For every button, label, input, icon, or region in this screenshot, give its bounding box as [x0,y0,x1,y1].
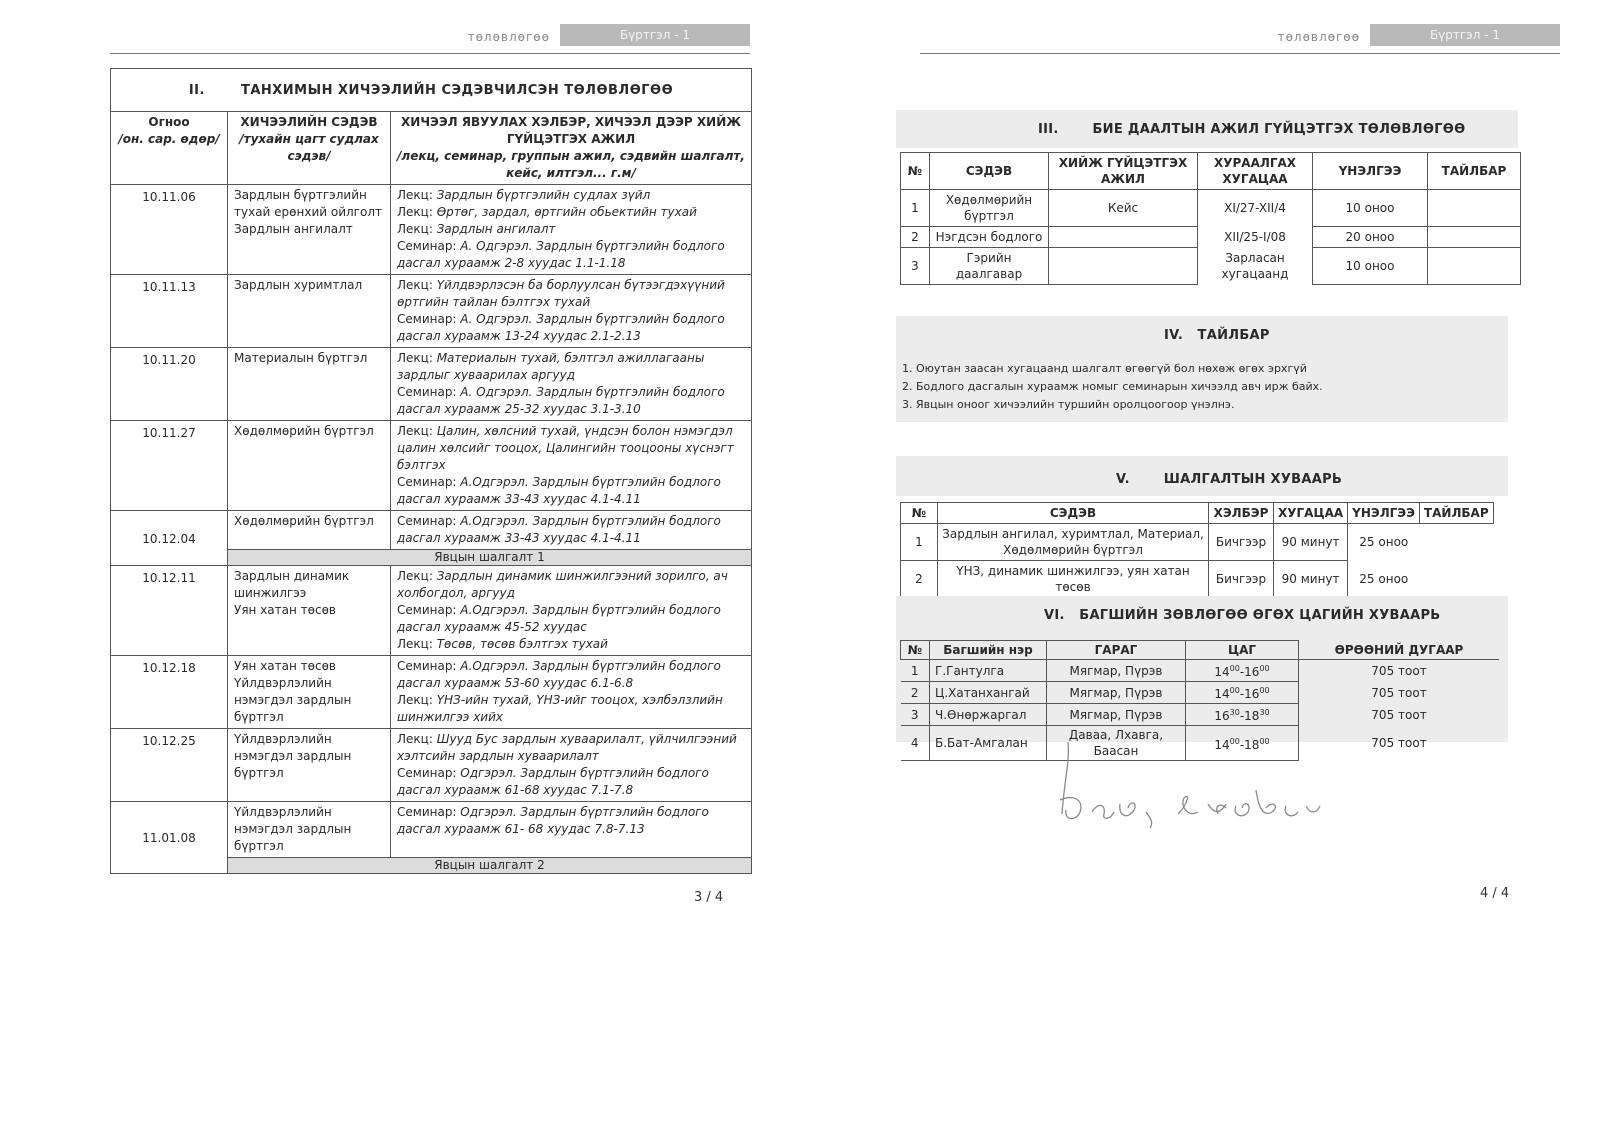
section-3-number: III. [1038,122,1059,137]
s3-work: Кейс [1049,190,1198,227]
activity-line: Семинар: А.Одгэрэл. Зардлын бүртгэлийн бодлого дасгал хураамж 33-43 хуудас 4.1-4.11 [397,475,721,506]
note-item: 2. Бодлого дасгалын хураамж номыг семинарын хичээлд авч ирж байх. [902,380,1323,393]
right-page [800,0,1600,1137]
lesson-activities [391,421,752,511]
section-2-title [111,69,752,112]
table-row [111,275,752,348]
activity-type-label: Лекц: [397,278,433,292]
s6-col-room: ӨРӨӨНИЙ ДУГААР [1299,641,1500,660]
time-end-hour: 18 [1244,709,1260,723]
lesson-activities [391,185,752,275]
lesson-topic-line: Хөдөлмөрийн бүртгэл [234,514,374,528]
activity-type-label: Семинар: [397,766,457,780]
section-5-title-text: ШАЛГАЛТЫН ХУВААРЬ [1163,472,1343,487]
lesson-activities [391,348,752,421]
lesson-topic-line: Үйлдвэрлэлийн нэмэгдэл зардлын бүртгэл [234,805,352,853]
time-start-min: 00 [1229,736,1240,746]
table-row [111,802,752,858]
exam-schedule-table [900,502,1494,598]
s6-col-day: ГАРАГ [1047,641,1186,660]
lesson-plan-table [110,68,752,874]
section-6-number: VI. [1044,608,1065,623]
lesson-topic [228,275,391,348]
activity-line: Лекц: Цалин, хөлсний тухай, үндсэн болон нэмэгдэл цалин хөлсийг тооцох, Цалингийн тооцооны хүснэгт бэлтгэх [397,424,734,472]
activity-type-label: Семинар: [397,514,457,528]
table-row [901,704,1500,726]
s5-time: 90 минут [1274,561,1348,598]
col-activity-header-line1: ХИЧЭЭЛ ЯВУУЛАХ ХЭЛБЭР, ХИЧЭЭЛ ДЭЭР ХИЙЖ ГҮЙЦЭТГЭХ АЖИЛ [401,115,741,146]
table-row [111,566,752,656]
lesson-topic [228,729,391,802]
self-study-table [900,152,1521,285]
lesson-date: 10.12.25 [111,729,228,802]
lesson-activities [391,729,752,802]
activity-type-label: Лекц: [397,569,433,583]
time-start-hour: 16 [1214,709,1230,723]
s5-form: Бичгээр [1209,561,1274,598]
midterm-exam-label: Явцын шалгалт 1 [228,550,752,566]
activity-type-label: Семинар: [397,805,457,819]
table-row [901,682,1500,704]
s3-due: Зарласан хугацаанд [1221,251,1289,281]
s5-col-no: № [901,503,938,524]
lesson-topic-line: Үйлдвэрлэлийн нэмэгдэл зардлын бүртгэл [234,676,352,724]
lesson-topic [228,802,391,858]
section-6-title [1044,608,1441,623]
activity-line: Семинар: А.Одгэрэл. Зардлын бүртгэлийн бодлого дасгал хураамж 45-52 хуудас [397,603,721,634]
activity-line: Семинар: А. Одгэрэл. Зардлын бүртгэлийн бодлого дасгал хураамж 13-24 хуудас 2.1-2.13 [397,312,725,343]
activity-type-label: Лекц: [397,424,433,438]
s3-score: 10 оноо [1313,248,1428,285]
time-start-hour: 14 [1214,665,1230,679]
section-4-title [1164,328,1270,343]
lesson-date: 10.11.13 [111,275,228,348]
note-item: 1. Оюутан заасан хугацаанд шалгалт өгөөгүй бол нөхөж өгөх эрхгүй [902,362,1307,375]
section-2-title-text: ТАНХИМЫН ХИЧЭЭЛИЙН СЭДЭВЧИЛСЭН ТӨЛӨВЛӨГӨӨ [240,82,674,98]
s5-topic: Зардлын ангилал, хуримтлал, Материал, Хөдөлмөрийн бүртгэл [938,524,1209,561]
lesson-date: 10.12.18 [111,656,228,729]
header-plan-label-right: төлөвлөгөө [1277,30,1360,44]
section-4-number: IV. [1164,328,1184,343]
activity-type-label: Лекц: [397,693,433,707]
header-registration-tab: Бүртгэл - 1 [560,24,750,46]
lesson-topic-line: Зардлын хуримтлал [234,278,363,292]
exam-schedule-rows [901,524,1494,598]
lesson-date: 10.11.20 [111,348,228,421]
lesson-date: 10.12.11 [111,566,228,656]
col-date-header-line2: /он. сар. өдөр/ [118,132,220,146]
lesson-topic [228,511,391,550]
lesson-topic [228,348,391,421]
table-row [111,421,752,511]
s6-col-time: ЦАГ [1186,641,1299,660]
s3-due: XII/25-I/08 [1224,230,1286,244]
s5-col-time: ХУГАЦАА [1274,503,1348,524]
table-row [901,660,1500,682]
note-item: 3. Явцын оноог хичээлийн туршийн оролцоогоор үнэлнэ. [902,398,1235,411]
activity-type-label: Лекц: [397,222,433,236]
activity-type-label: Семинар: [397,385,457,399]
s3-topic: Гэрийн даалгавар [930,248,1049,285]
lesson-date: 10.11.27 [111,421,228,511]
s6-day: Мягмар, Пүрэв [1047,682,1186,704]
s5-note [1419,524,1493,561]
s5-time: 90 минут [1274,524,1348,561]
activity-type-label: Семинар: [397,475,457,489]
activity-type-label: Лекц: [397,637,433,651]
s6-col-name: Багшийн нэр [930,641,1047,660]
activity-line: Лекц: Үйлдвэрлэсэн ба борлуулсан бүтээгдэхүүний өртгийн тайлан бэлтгэх тухай [397,278,725,309]
s3-work [1049,248,1198,285]
s6-room: 705 тоот [1371,736,1427,750]
lesson-date: 10.11.06 [111,185,228,275]
s3-col-topic: СЭДЭВ [930,153,1049,190]
section-3-title-text: БИЕ ДААЛТЫН АЖИЛ ГҮЙЦЭТГЭХ ТӨЛӨВЛӨГӨӨ [1092,122,1466,137]
s5-score: 25 оноо [1359,572,1409,586]
s6-room: 705 тоот [1371,685,1427,700]
lesson-topic-line: Материалын бүртгэл [234,351,368,365]
section-6-title-text: БАГШИЙН ЗӨВЛӨГӨӨ ӨГӨХ ЦАГИЙН ХУВААРЬ [1079,608,1441,623]
s5-topic: ҮНЗ, динамик шинжилгээ, уян хатан төсөв [938,561,1209,598]
s5-no: 1 [901,524,938,561]
time-end-min: 00 [1259,736,1270,746]
activity-line: Семинар: Одгэрэл. Зардлын бүртгэлийн бодлого дасгал хураамж 61- 68 хуудас 7.8-7.13 [397,805,709,836]
lesson-topic [228,656,391,729]
activity-type-label: Семинар: [397,659,457,673]
self-study-rows [901,190,1521,285]
s6-time: $16^{30}-18^{30}$ [1186,704,1299,726]
table-row [111,656,752,729]
s6-time: $14^{00}-18^{00}$ [1186,726,1299,761]
s3-note [1428,248,1521,285]
s3-no: 2 [901,227,930,248]
lesson-topic [228,185,391,275]
table-row [901,561,1494,598]
time-end-min: 00 [1259,686,1270,695]
s3-score: 10 оноо [1313,190,1428,227]
col-topic-header-line2: /тухайн цагт судлах сэдэв/ [239,132,379,163]
s6-room: 705 тоот [1371,707,1427,722]
activity-line: Лекц: Зардлын ангилалт [397,222,556,236]
s3-topic: Нэгдсэн бодлого [930,227,1049,248]
time-start-hour: 14 [1214,687,1230,701]
lesson-topic-line: Уян хатан төсөв [234,659,336,673]
s6-no: 2 [901,682,930,704]
time-start-min: 00 [1229,664,1240,673]
lesson-activities [391,802,752,858]
lesson-activities [391,275,752,348]
s3-topic: Хөдөлмөрийн бүртгэл [930,190,1049,227]
time-start-hour: 14 [1214,737,1230,752]
table-row [111,185,752,275]
section-3-title [1038,122,1465,137]
activity-type-label: Семинар: [397,312,457,326]
lesson-topic [228,421,391,511]
table-row [111,511,752,550]
table-row [111,348,752,421]
lesson-date: 11.01.08 [111,802,228,874]
lesson-date: 10.12.04 [111,511,228,566]
activity-line: Семинар: А. Одгэрэл. Зардлын бүртгэлийн бодлого дасгал хураамж 25-32 хуудас 3.1-3.10 [397,385,725,416]
notes-list [902,360,1323,414]
time-start-min: 00 [1229,686,1240,695]
page-number-right: 4 / 4 [1480,886,1510,901]
col-activity-header [391,112,752,185]
activity-line: Лекц: Төсөв, төсөв бэлтгэх тухай [397,637,608,651]
header-plan-label: төлөвлөгөө [467,30,550,44]
table-row [901,524,1494,561]
header-rule [110,53,750,54]
s6-col-no: № [901,641,930,660]
activity-type-label: Лекц: [397,732,433,746]
activity-type-label: Лекц: [397,188,433,202]
s6-day: Мягмар, Пүрэв [1047,704,1186,726]
s3-due: XI/27-XII/4 [1224,201,1286,216]
activity-line: Лекц: Зардлын бүртгэлийн судлах зүйл [397,188,651,202]
s3-no: 3 [901,248,930,285]
s3-note [1428,227,1521,248]
section-5-title [1116,472,1342,487]
s3-note [1428,190,1521,227]
s6-name: Ц.Хатанхангай [930,682,1047,704]
time-end-hour: 18 [1244,737,1260,752]
s5-col-topic: СЭДЭВ [938,503,1209,524]
activity-type-label: Семинар: [397,239,457,253]
lesson-topic-line: Уян хатан төсөв [234,603,336,617]
activity-type-label: Семинар: [397,603,457,617]
s5-form: Бичгээр [1209,524,1274,561]
activity-line: Лекц: ҮНЗ-ийн тухай, ҮНЗ-ийг тооцох, хэлбэлзлийн шинжилгээ хийх [397,693,723,724]
s5-no: 2 [901,561,938,598]
table-row [901,190,1521,227]
s6-time: $14^{00}-16^{00}$ [1186,682,1299,704]
left-header [110,22,750,52]
s6-no: 3 [901,704,930,726]
s6-name: Б.Бат-Амгалан [930,726,1047,761]
s5-col-form: ХЭЛБЭР [1209,503,1274,524]
col-date-header-line1: Огноо [148,115,190,129]
header-registration-tab-right: Бүртгэл - 1 [1370,24,1560,46]
s3-col-work: ХИЙЖ ГҮЙЦЭТГЭХ АЖИЛ [1049,153,1198,190]
s3-col-note: ТАЙЛБАР [1428,153,1521,190]
lesson-plan-rows [111,185,752,874]
lesson-topic-line: Зардлын ангилалт [234,222,353,236]
section-2-number: II. [188,82,205,98]
s6-day: Мягмар, Пүрэв [1047,660,1186,682]
s5-col-note: ТАЙЛБАР [1419,503,1493,524]
page-number-left: 3 / 4 [694,890,724,905]
s6-name: Г.Гантулга [930,660,1047,682]
s6-no: 1 [901,660,930,682]
s3-col-no: № [901,153,930,190]
table-row [901,227,1521,248]
activity-type-label: Лекц: [397,205,433,219]
time-end-min: 30 [1259,708,1270,717]
s5-note [1419,561,1493,598]
time-end-hour: 16 [1244,665,1260,679]
col-date-header [111,112,228,185]
lesson-activities [391,566,752,656]
time-start-min: 30 [1229,708,1240,717]
time-end-min: 00 [1259,664,1270,673]
activity-line: Семинар: А.Одгэрэл. Зардлын бүртгэлийн бодлого дасгал хураамж 33-43 хуудас 4.1-4.11 [397,514,721,545]
table-row [901,248,1521,285]
activity-line: Лекц: Материалын тухай, бэлтгэл ажиллагааны зардлыг хуваарилах аргууд [397,351,705,382]
lesson-topic-line: Хөдөлмөрийн бүртгэл [234,424,374,438]
activity-line: Семинар: А.Одгэрэл. Зардлын бүртгэлийн бодлого дасгал хураамж 53-60 хуудас 6.1-6.8 [397,659,721,690]
s6-name: Ч.Өнөржаргал [930,704,1047,726]
header-rule-right [920,53,1560,54]
s5-col-score: ҮНЭЛГЭЭ [1348,503,1420,524]
s6-no: 4 [901,726,930,761]
activity-line: Семинар: А. Одгэрэл. Зардлын бүртгэлийн бодлого дасгал хураамж 2-8 хуудас 1.1-1.18 [397,239,725,270]
lesson-topic-line: Үйлдвэрлэлийн нэмэгдэл зардлын бүртгэл [234,732,352,780]
lesson-activities [391,511,752,550]
handwritten-note-scribble [1058,742,1348,832]
s3-col-due: ХУРААЛГАХ ХУГАЦАА [1198,153,1313,190]
s3-score: 20 оноо [1313,227,1428,248]
s6-room: 705 тоот [1371,663,1427,678]
activity-line: Семинар: Одгэрэл. Зардлын бүртгэлийн бодлого дасгал хураамж 61-68 хуудас 7.1-7.8 [397,766,709,797]
section-5-number: V. [1116,472,1130,487]
activity-line: Лекц: Өртөг, зардал, өртгийн обьектийн тухай [397,205,697,219]
midterm-exam-label: Явцын шалгалт 2 [228,858,752,874]
s3-no: 1 [901,190,930,227]
col-topic-header [228,112,391,185]
right-header [920,22,1560,52]
time-end-hour: 16 [1244,687,1260,701]
lesson-activities [391,656,752,729]
col-topic-header-line1: ХИЧЭЭЛИЙН СЭДЭВ [240,115,378,129]
lesson-topic-line: Зардлын бүртгэлийн тухай ерөнхий ойлголт [234,188,382,219]
table-row [111,729,752,802]
s3-col-score: ҮНЭЛГЭЭ [1313,153,1428,190]
activity-line: Лекц: Зардлын динамик шинжилгээний зорилго, ач холбогдол, аргууд [397,569,728,600]
s6-time: $14^{00}-16^{00}$ [1186,660,1299,682]
s5-score: 25 оноо [1359,535,1409,550]
lesson-topic [228,566,391,656]
activity-line: Лекц: Шууд Бус зардлын хуваарилалт, үйлчилгээний хэлтсийн зардлын хуваарилалт [397,732,737,763]
col-activity-header-line2: /лекц, семинар, группын ажил, сэдвийн шалгалт, кейс, илтгэл... г.м/ [397,149,745,180]
activity-type-label: Лекц: [397,351,433,365]
s3-work [1049,227,1198,248]
section-4-title-text: ТАЙЛБАР [1197,328,1270,343]
lesson-topic-line: Зардлын динамик шинжилгээ [234,569,350,600]
s6-day: Даваа, Лхавга, Баасан [1047,726,1186,761]
